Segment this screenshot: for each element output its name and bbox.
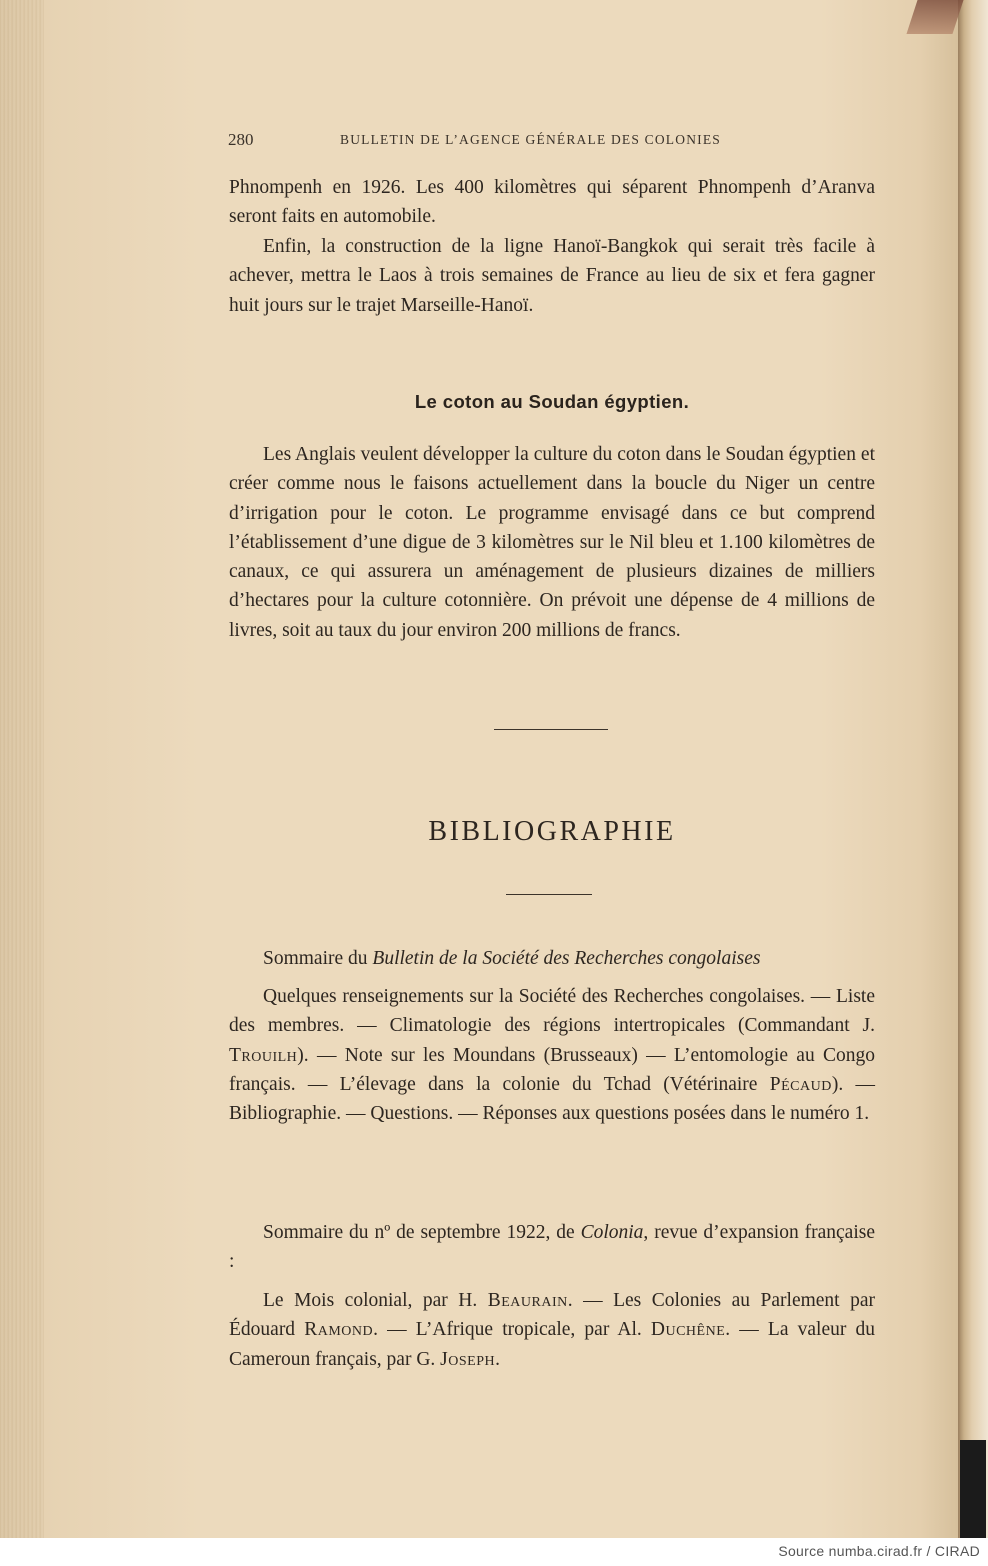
entry2-heading-suffix: , revue d’expansion française : <box>229 1222 875 1273</box>
entry1-body <box>229 982 875 1128</box>
paragraph-coton-soudan: Les Anglais veulent développer la culture du coton dans le Soudan égyptien et créer comme nous le faisons actuellement dans la boucle du Niger un centre d’irrigation pour le coton. Le programme envisagé dans ce but comprend l’établissement d’une digue de 3 kilomètres sur le Nil bleu et 1.100 kilomètres de canaux, ce qui assurera un aménagement de plusieurs dizaines de milliers d’hectares pour la culture cotonnière. On prévoit une dépense de 4 millions de livres, soit au taux du jour environ 200 millions de francs. <box>229 444 875 641</box>
entry2-body <box>229 1286 875 1374</box>
entry1-author-pecaud: Pécaud <box>769 1073 832 1095</box>
entry1-text-3: ). — Bibliographie. — Questions. — Réponses aux questions posées dans le numéro 1. <box>229 1073 875 1125</box>
page-number: 280 <box>228 130 254 149</box>
entry2-text-1: Le Mois colonial, par H. <box>263 1290 488 1311</box>
paragraph-phnompenh: Phnompenh en 1926. Les 400 kilomètres qui séparent Phnompenh d’Aranva seront faits en automobile. <box>229 177 875 228</box>
bookmark-ribbon <box>960 1440 986 1538</box>
page-stack-edges <box>0 0 44 1538</box>
entry1-text-1: Quelques renseignements sur la Société des Recherches congolaises. — Liste des membres. — Climatologie des régions intertropicales (Commandant J. <box>229 986 875 1037</box>
section-title-coton: Le coton au Soudan égyptien. <box>414 391 690 412</box>
paragraph-hanoi-bangkok: Enfin, la construction de la ligne Hanoï-Bangkok qui serait très facile à achever, mettra le Laos à trois semaines de France au lieu de six et fera gagner huit jours sur le trajet Marseille-Hanoï. <box>229 236 875 316</box>
entry2-text-2: . — Les Colonies au Parlement par Édouard <box>229 1290 875 1341</box>
entry2-text-3: . — L’Afrique tropicale, par Al. <box>373 1319 651 1341</box>
entry1-heading <box>229 944 875 973</box>
book-spine-edge <box>958 0 988 1538</box>
bibliography-divider <box>506 894 592 895</box>
entry2-text-5: . <box>495 1348 500 1370</box>
entry1-heading-prefix: Sommaire du <box>263 948 373 969</box>
bibliography-title: BIBLIOGRAPHIE <box>428 816 676 847</box>
entry2-author-beaurain: Beaurain <box>487 1290 568 1311</box>
entry2-author-ramond: Ramond <box>304 1319 374 1341</box>
entry2-heading <box>229 1218 875 1277</box>
source-credit: Source numba.cirad.fr / CIRAD <box>778 1543 980 1559</box>
entry2-text-4: . — La valeur du Cameroun français, par G. <box>229 1319 876 1370</box>
section-divider <box>494 729 608 730</box>
entry2-author-joseph: Joseph <box>440 1348 496 1370</box>
entry1-author-trouilh: Trouilh <box>229 1044 298 1066</box>
entry1-text-2: ). — Note sur les Moundans (Brusseaux) — L’entomologie au Congo français. — L’élevage dans la colonie du Tchad (Vétérinaire <box>229 1044 875 1095</box>
entry2-heading-journal: Colonia <box>580 1222 644 1243</box>
entry1-heading-journal: Bulletin de la Société des Recherches congolaises <box>372 948 761 969</box>
entry2-author-duchene: Duchêne <box>650 1319 726 1341</box>
entry2-heading-prefix: Sommaire du nº de septembre 1922, de <box>263 1222 581 1243</box>
running-title: BULLETIN DE L’AGENCE GÉNÉRALE DES COLONIES <box>340 132 721 147</box>
page-header <box>228 130 874 154</box>
